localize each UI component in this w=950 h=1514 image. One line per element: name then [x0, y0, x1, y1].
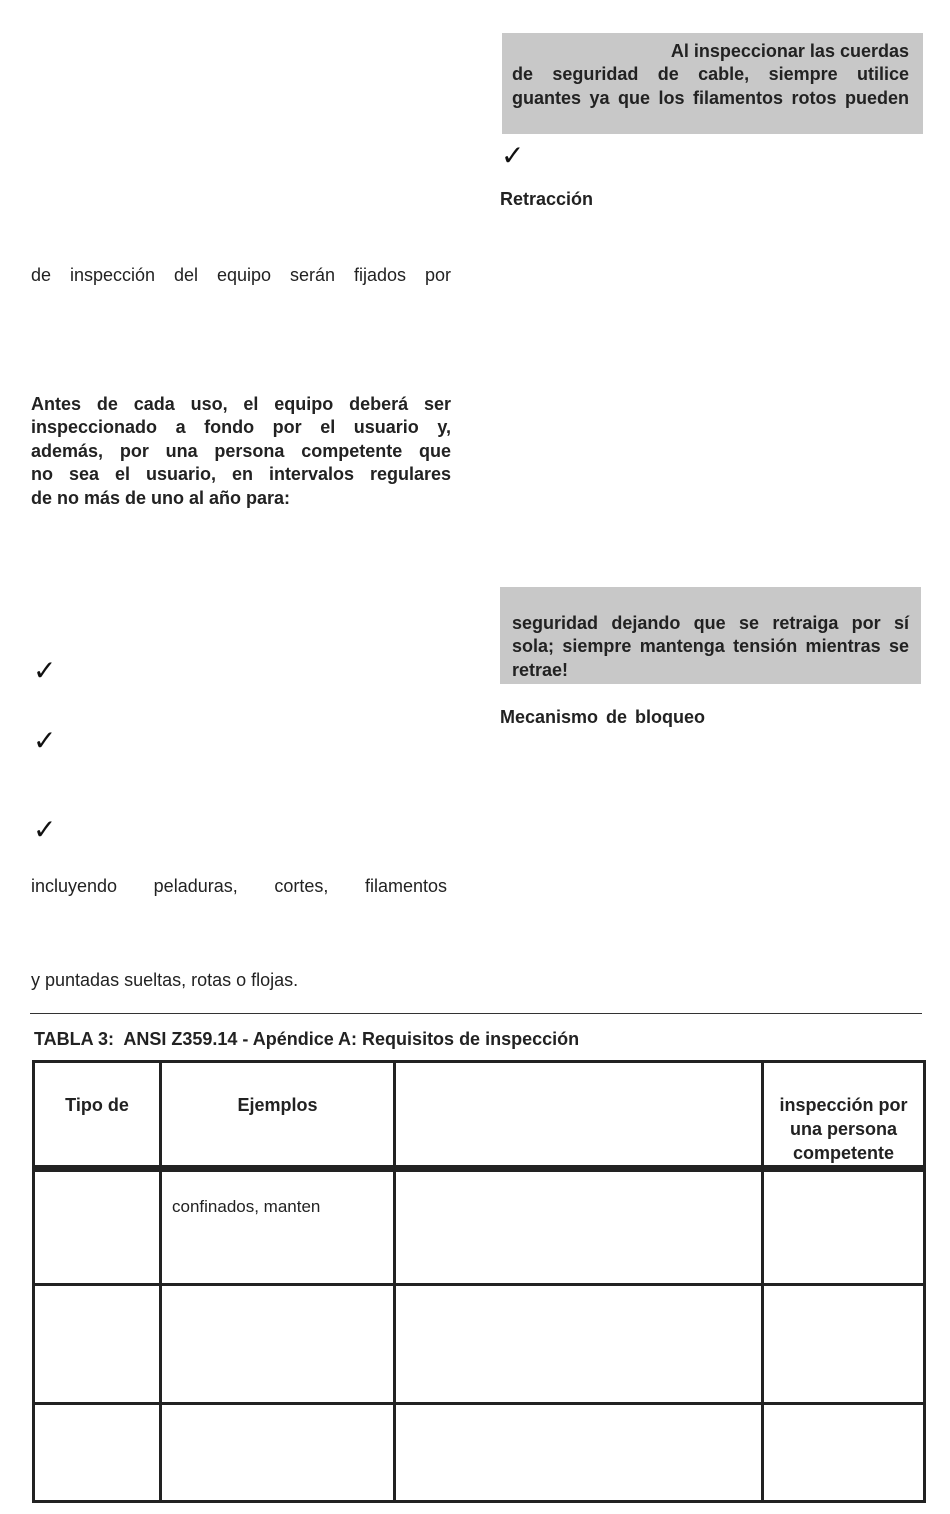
warning-box-mid — [500, 587, 921, 684]
warning-mid-line-3: retrae! — [512, 660, 569, 680]
warning-box-top — [502, 33, 923, 134]
table-cell — [763, 1404, 925, 1502]
table-title: TABLA 3: ANSI Z359.14 - Apéndice A: Requisitos de inspección — [34, 1029, 580, 1049]
stitching-text-line: y puntadas sueltas, rotas o flojas. — [31, 970, 299, 990]
check-icon: ✓ — [33, 654, 57, 687]
bold-para-line-1: Antes de cada uso, el equipo deberá ser — [31, 394, 451, 414]
table-header-competent-inspection: inspección por una persona competente — [763, 1062, 925, 1169]
inspection-text-line: de inspección del equipo serán fijados por — [31, 265, 451, 285]
warning-top-line-3: guantes ya que los filamentos rotos pueden — [512, 88, 909, 108]
bold-para-line-3: además, por una persona competente que — [31, 441, 451, 461]
check-icon: ✓ — [501, 139, 525, 172]
table-cell — [34, 1169, 161, 1285]
warning-mid-line-1: seguridad dejando que se retraiga por sí — [512, 613, 909, 633]
table-header-type: Tipo de — [34, 1062, 161, 1169]
heading-retraction: Retracción — [500, 189, 594, 209]
table-cell — [395, 1169, 763, 1285]
section-divider — [30, 1013, 922, 1014]
table-cell — [395, 1285, 763, 1404]
check-icon: ✓ — [33, 813, 57, 846]
table-cell — [34, 1285, 161, 1404]
table-cell — [34, 1404, 161, 1502]
warning-top-line-2: de seguridad de cable, siempre utilice — [512, 64, 909, 84]
table-cell — [763, 1169, 925, 1285]
table-row — [34, 1285, 925, 1404]
warning-top-line-1: Al inspeccionar las cuerdas — [670, 41, 909, 61]
table-header-blank — [395, 1062, 763, 1169]
table-row — [34, 1169, 925, 1285]
check-icon: ✓ — [33, 724, 57, 757]
bold-para-line-2: inspeccionado a fondo por el usuario y, — [31, 417, 451, 437]
table-header-row — [34, 1062, 925, 1169]
bold-para-line-5: de no más de uno al año para: — [31, 488, 291, 508]
table-row — [34, 1404, 925, 1502]
table-cell — [763, 1285, 925, 1404]
including-text-line: incluyendo peladuras, cortes, filamentos — [31, 876, 447, 896]
bold-para-line-4: no sea el usuario, en intervalos regulares — [31, 464, 451, 484]
heading-lock-mechanism: Mecanismo de bloqueo — [500, 707, 706, 727]
table-cell — [161, 1285, 395, 1404]
inspection-requirements-table — [32, 1060, 926, 1503]
table-cell — [161, 1404, 395, 1502]
table-cell — [395, 1404, 763, 1502]
warning-mid-line-2: sola; siempre mantenga tensión mientras se — [512, 636, 909, 656]
table-header-examples: Ejemplos — [161, 1062, 395, 1169]
table-cell: confinados, manten — [161, 1169, 395, 1285]
